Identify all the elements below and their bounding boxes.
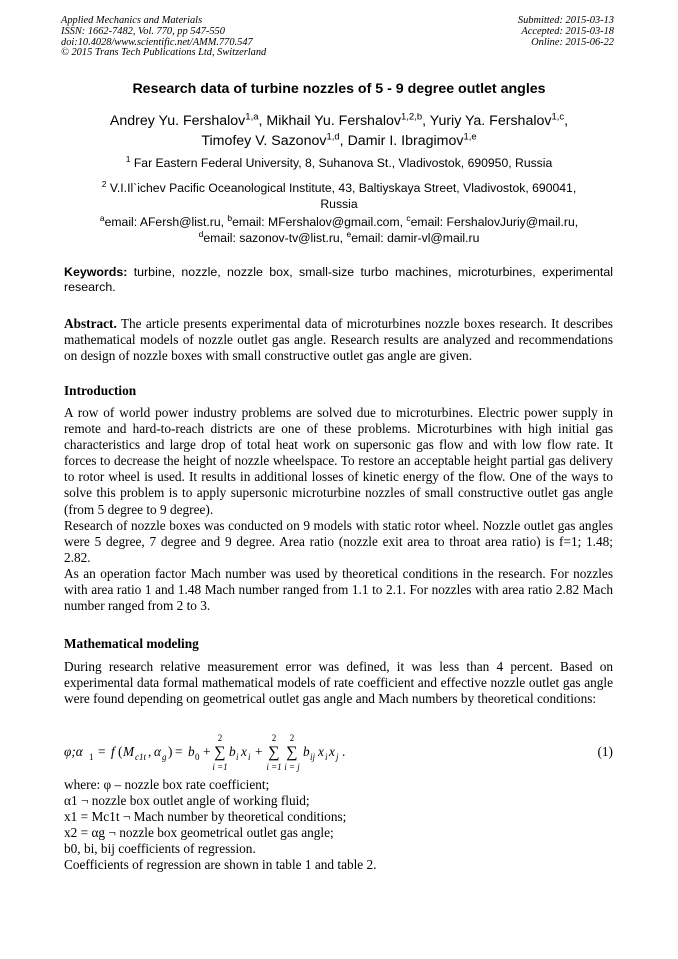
abstract xyxy=(64,316,613,364)
email-sup: a xyxy=(99,212,105,223)
introduction-body xyxy=(64,405,613,614)
definition-line: b0, bi, bij coefficients of regression. xyxy=(64,841,256,857)
author-affil-sup: 1,d xyxy=(326,130,340,142)
sum-lower-limit: i =1 xyxy=(266,762,282,772)
eq-lhs-sub: 1 xyxy=(89,752,94,762)
eq-period: . xyxy=(342,744,346,759)
eq-paren-open: ( xyxy=(118,744,123,759)
definition-line: Coefficients of regression are shown in table 1 and table 2. xyxy=(64,857,377,873)
email-d: email: sazonov-tv@list.ru, xyxy=(203,231,347,245)
affiliation-2 xyxy=(90,180,588,212)
equation-1 xyxy=(64,730,613,774)
equation-graphic xyxy=(64,730,613,774)
eq-b0: b xyxy=(188,744,195,759)
eq-plus-2: + xyxy=(255,744,263,759)
section-heading-introduction: Introduction xyxy=(64,383,137,398)
author-emails xyxy=(70,214,608,246)
author-name: Yuriy Ya. Fershalov xyxy=(429,113,552,129)
eq-bi-sub: i xyxy=(236,752,239,762)
definition-line: x2 = αg ¬ nozzle box geometrical outlet gas angle; xyxy=(64,825,334,841)
eq-xi: x xyxy=(241,744,247,759)
journal-name: Applied Mechanics and Materials xyxy=(61,15,203,26)
author-name: Timofey V. Sazonov xyxy=(201,132,327,149)
section-heading-math: Mathematical modeling xyxy=(64,636,199,651)
author-name: Damir I. Ibragimov xyxy=(347,132,464,149)
sum-symbol: ∑ xyxy=(214,744,226,761)
keywords-text: turbine, nozzle, nozzle box, small-size turbo machines, microturbines, experimental research. xyxy=(64,265,613,295)
author-separator: , xyxy=(339,132,348,149)
issn-line: ISSN: 1662-7482, Vol. 770, pp 547-550 xyxy=(61,25,225,37)
affiliation-text: V.I.Il`ichev Pacific Oceanological Institute, 43, Baltiyskaya Street, Vladivostok, 690041, Russia xyxy=(109,181,577,211)
eq-alpha-g: α xyxy=(154,744,161,759)
introduction-paragraph: Research of nozzle boxes was conducted on 9 models with static rotor wheel. Nozzle outlet gas angles were 5 degree, 7 degree and 9 degree. Area ratio (nozzle exit area to throat area ratio) is f=1; 1.48; 2.82. xyxy=(64,517,613,565)
author-affil-sup: 1,a xyxy=(245,111,259,123)
sum-lower-limit: i = j xyxy=(284,762,300,772)
abstract-label: Abstract. xyxy=(64,316,117,331)
keywords-label: Keywords: xyxy=(64,265,128,279)
eq-f: f xyxy=(111,744,115,759)
definition-line: α1 ¬ nozzle box outlet angle of working fluid; xyxy=(64,793,310,809)
email-sup: e xyxy=(346,228,352,239)
author-affil-sup: 1,2,b xyxy=(400,111,423,123)
author-separator: , xyxy=(258,113,267,129)
eq-plus: + xyxy=(203,744,211,759)
email-sup: c xyxy=(406,212,411,223)
sum-symbol: ∑ xyxy=(268,744,280,761)
affiliation-text: Far Eastern Federal University, 8, Suhanova St., Vladivostok, 690950, Russia xyxy=(133,156,553,170)
author-name: Andrey Yu. Fershalov xyxy=(109,113,246,129)
eq-lhs: φ;α xyxy=(64,744,83,759)
email-e: email: damir-vl@mail.ru xyxy=(351,231,480,245)
author-affil-sup: 1,c xyxy=(551,111,565,123)
eq-paren-close: ) xyxy=(168,744,173,759)
journal-header xyxy=(61,16,266,59)
affiliation-1 xyxy=(0,155,678,171)
equation-definitions xyxy=(64,777,613,874)
definition-line: where: φ – nozzle box rate coefficient; xyxy=(64,777,270,792)
email-a: email: AFersh@list.ru, xyxy=(104,215,228,229)
eq-mach-sub: c1t xyxy=(135,752,146,762)
eq-x1-sub: i xyxy=(325,752,328,762)
eq-b0-sub: 0 xyxy=(195,752,200,762)
author-affil-sup: 1,e xyxy=(463,130,477,142)
online-date: Online: 2015-06-22 xyxy=(531,36,614,48)
dates-header xyxy=(518,16,614,48)
equation-number: (1) xyxy=(597,744,613,759)
author-list xyxy=(0,112,678,151)
eq-alpha-g-sub: g xyxy=(162,752,167,762)
affiliation-number: 1 xyxy=(125,153,131,164)
keywords xyxy=(64,265,613,296)
author-separator: , xyxy=(422,113,430,129)
eq-x2-sub: j xyxy=(336,752,339,762)
introduction-paragraph: A row of world power industry problems are solved due to microturbines. Electric power supply in remote and hard-to-reach districts are one of these problems. Microturbines with high initial gas characteristics and large drop of total heat work on supersonic gas flow and with low flow rate. It forces to decrease the height of nozzle wheelspace. To restore an acceptable height partial gas delivery to rotor wheel is used. It results in additional losses of kinetic energy of the flow. One of the ways to solve this problem is to apply supersonic microturbine nozzles of small constructive outlet gas angle (from 5 degree to 9 degree). xyxy=(64,405,613,517)
sum-upper-limit: 2 xyxy=(289,733,295,743)
doi-line: doi:10.4028/www.scientific.net/AMM.770.547 xyxy=(61,36,253,48)
sum-symbol: ∑ xyxy=(286,744,298,761)
sum-upper-limit: 2 xyxy=(271,733,277,743)
author-separator: , xyxy=(564,113,569,129)
author-name: Mikhail Yu. Fershalov xyxy=(266,113,401,129)
introduction-paragraph: As an operation factor Mach number was used by theoretical conditions in the research. For nozzles with area ratio 1 and 1.48 Mach number ranged from 1.1 to 2.1. For nozzles with area ratio 2.82 Mach number ranged from 2 to 3. xyxy=(64,565,613,614)
email-sup: d xyxy=(198,228,204,239)
eq-equals-2: = xyxy=(175,744,183,759)
eq-bij: b xyxy=(303,744,310,759)
eq-bi: b xyxy=(229,744,236,759)
affiliation-number: 2 xyxy=(101,178,107,189)
eq-equals: = xyxy=(98,744,106,759)
eq-x1: x xyxy=(318,744,324,759)
accepted-date: Accepted: 2015-03-18 xyxy=(521,25,614,37)
email-sup: b xyxy=(227,212,233,223)
email-b: email: MFershalov@gmail.com, xyxy=(232,215,407,229)
eq-mach: M xyxy=(123,744,135,759)
eq-x2: x xyxy=(329,744,335,759)
sum-upper-limit: 2 xyxy=(217,733,223,743)
eq-comma: , xyxy=(148,744,152,759)
submitted-date: Submitted: 2015-03-13 xyxy=(517,15,614,26)
abstract-text: The article presents experimental data of microturbines nozzle boxes research. It describes mathematical models of nozzle outlet gas angle. Research results are analyzed and recommendations on design of nozzle boxes with small constructive outlet gas angle are given. xyxy=(64,316,613,364)
eq-xi-sub: i xyxy=(248,752,251,762)
email-c: email: FershalovJuriy@mail.ru, xyxy=(410,215,579,229)
math-paragraph: During research relative measurement error was defined, it was less than 4 percent. Based on experimental data formal mathematical models of rate coefficient and effective nozzle outlet gas angle were found depending on geometrical outlet gas angle and Mach numbers by theoretical conditions: xyxy=(64,659,613,707)
paper-title: Research data of turbine nozzles of 5 - 9 degree outlet angles xyxy=(132,81,546,97)
copyright-line: © 2015 Trans Tech Publications Ltd, Switzerland xyxy=(61,47,267,59)
definition-line: x1 = Mc1t ¬ Mach number by theoretical conditions; xyxy=(64,809,347,825)
eq-bij-sub: ij xyxy=(310,752,316,762)
sum-lower-limit: i =1 xyxy=(212,762,228,772)
